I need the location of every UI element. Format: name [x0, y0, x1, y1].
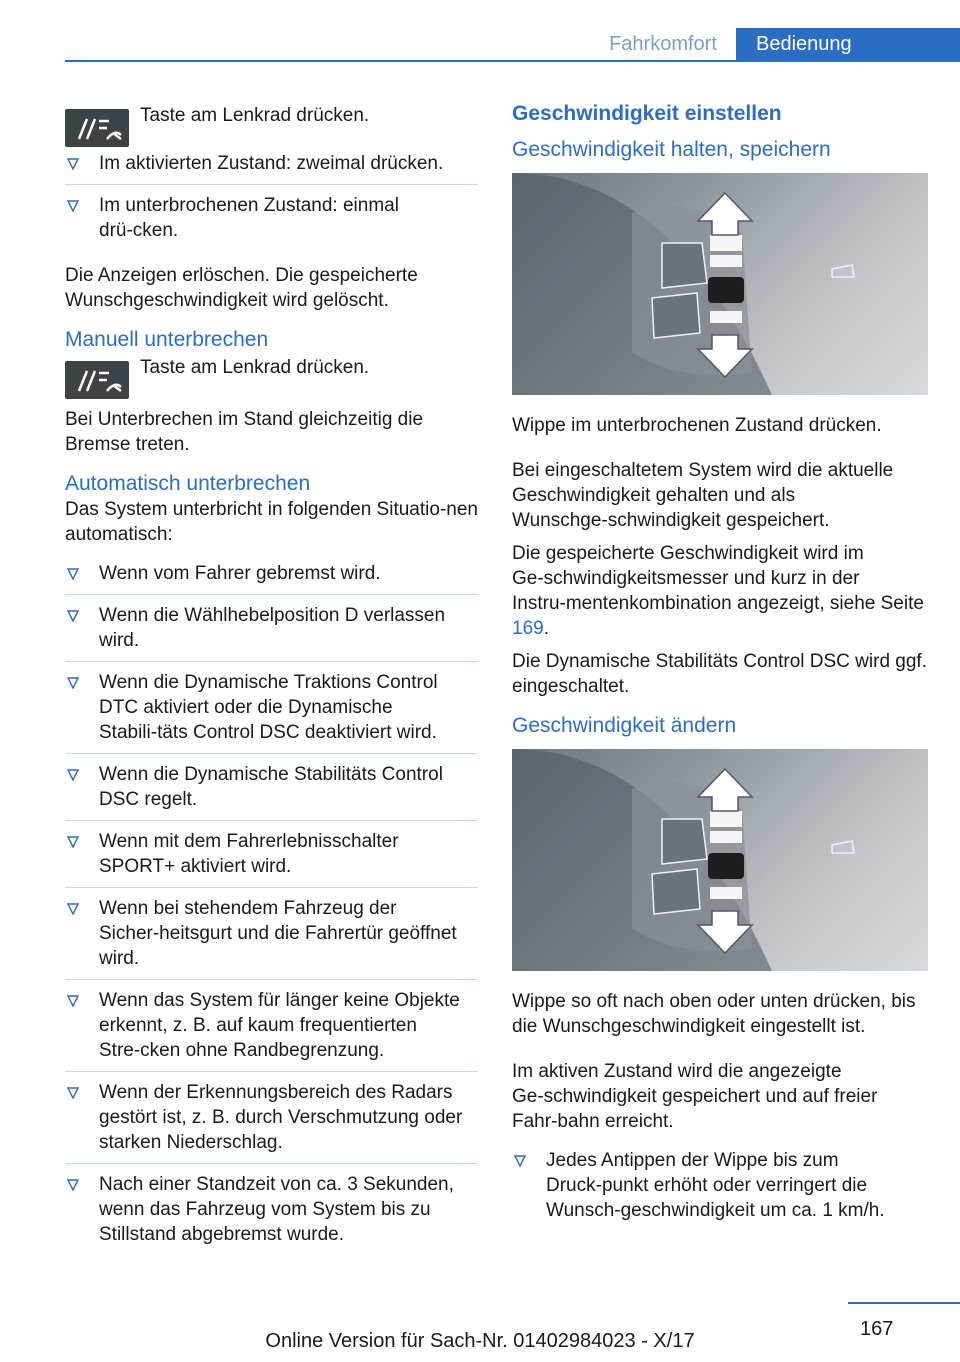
triangle-bullet-icon	[67, 610, 79, 622]
steering-wheel-rocker-photo	[512, 173, 928, 395]
list-item: Wenn mit dem Fahrerlebnisschalter SPORT+ aktiviert wird.	[65, 829, 478, 888]
auto-list	[65, 561, 478, 1255]
hold-caption: Wippe im unterbrochenen Zustand drücken.	[512, 415, 882, 436]
auto-heading: Automatisch unterbrechen	[65, 472, 311, 495]
manual-note: Bei Unterbrechen im Stand gleichzeitig die Bremse treten.	[65, 409, 424, 455]
section-tab-fahrkomfort[interactable]: Fahrkomfort	[609, 33, 717, 55]
triangle-bullet-icon	[67, 903, 79, 915]
page-number: 167	[860, 1318, 894, 1340]
list-item: Wenn die Wählhebelposition D verlassen wird.	[65, 603, 478, 662]
hold-text-1: Bei eingeschaltetem System wird die aktuelle Geschwindigkeit gehalten und als Wunschge‑schwindigkeit gespeichert.	[512, 460, 894, 531]
list-item: Wenn die Dynamische Traktions Control DTC aktiviert oder die Dynamische Stabili‑täts Control DSC deaktiviert wird.	[65, 670, 478, 754]
change-caption: Wippe so oft nach oben oder unten drücken, bis die Wunschgeschwindigkeit eingestellt ist.	[512, 991, 916, 1037]
triangle-bullet-icon	[67, 836, 79, 848]
manual-instruction	[65, 347, 478, 391]
list-item: Wenn die Dynamische Stabilitäts Control DSC regelt.	[65, 762, 478, 821]
list-item: Nach einer Standzeit von ca. 3 Sekunden, wenn das Fahrzeug vom System bis zu Stillstand abgebremst wurde.	[65, 1172, 478, 1255]
triangle-bullet-icon	[67, 769, 79, 781]
hold-text-2: Die gespeicherte Geschwindigkeit wird im Ge‑schwindigkeitsmesser und kurz in der Instru‑mentenkombination angezeigt, siehe Seite 169.	[512, 543, 924, 639]
change-heading: Geschwindigkeit ändern	[512, 714, 737, 737]
after-text: Die Anzeigen erlöschen. Die gespeicherte Wunschgeschwindigkeit wird gelöscht.	[65, 265, 418, 311]
triangle-bullet-icon	[67, 158, 79, 170]
page-header	[0, 0, 960, 62]
header-rule	[65, 60, 960, 62]
triangle-bullet-icon	[514, 1155, 526, 1167]
auto-text: Das System unterbricht in folgenden Situatio‑nen automatisch:	[65, 499, 478, 545]
steering-wheel-rocker-photo-2	[512, 749, 928, 971]
triangle-bullet-icon	[67, 200, 79, 212]
list-item: Im aktivierten Zustand: zweimal drücken.	[65, 151, 478, 185]
list-item: Wenn der Erkennungsbereich des Radars gestört ist, z. B. durch Verschmutzung oder starken Niederschlag.	[65, 1080, 478, 1164]
footer-rule	[848, 1302, 960, 1304]
manual-heading: Manuell unterbrechen	[65, 328, 269, 351]
intro-instruction	[65, 95, 478, 139]
cruise-control-key-icon	[65, 361, 129, 399]
section-tab-bedienung[interactable]: Bedienung	[736, 28, 960, 62]
cruise-control-key-icon	[65, 109, 129, 147]
triangle-bullet-icon	[67, 1087, 79, 1099]
right-column	[512, 95, 928, 1243]
list-item: Wenn vom Fahrer gebremst wird.	[65, 561, 478, 595]
triangle-bullet-icon	[67, 1179, 79, 1191]
change-list	[512, 1148, 928, 1231]
triangle-bullet-icon	[67, 995, 79, 1007]
triangle-bullet-icon	[67, 677, 79, 689]
list-item: Wenn das System für länger keine Objekte erkennt, z. B. auf kaum frequentierten Stre‑cken ohne Randbegrenzung.	[65, 988, 478, 1072]
triangle-bullet-icon	[67, 568, 79, 580]
change-text: Im aktiven Zustand wird die angezeigte Ge‑schwindigkeit gespeichert und auf freier Fahr‑bahn erreicht.	[512, 1061, 878, 1132]
list-item: Jedes Antippen der Wippe bis zum Druck‑punkt erhöht oder verringert die Wunsch‑geschwindigkeit um ca. 1 km/h.	[512, 1148, 928, 1231]
list-item: Wenn bei stehendem Fahrzeug der Sicher‑heitsgurt und die Fahrertür geöffnet wird.	[65, 896, 478, 980]
hold-heading: Geschwindigkeit halten, speichern	[512, 138, 831, 161]
intro-text: Taste am Lenkrad drücken.	[140, 105, 370, 126]
left-column	[65, 95, 478, 1267]
intro-list	[65, 151, 478, 251]
main-heading: Geschwindigkeit einstellen	[512, 102, 782, 125]
footer-text: Online Version für Sach-Nr. 01402984023 - X/17	[265, 1330, 695, 1352]
hold-text-3: Die Dynamische Stabilitäts Control DSC wird ggf. eingeschaltet.	[512, 651, 927, 697]
list-item: Im unterbrochenen Zustand: einmal drü‑cken.	[65, 193, 478, 251]
page-link[interactable]: 169	[512, 618, 544, 639]
manual-text: Taste am Lenkrad drücken.	[140, 357, 370, 378]
